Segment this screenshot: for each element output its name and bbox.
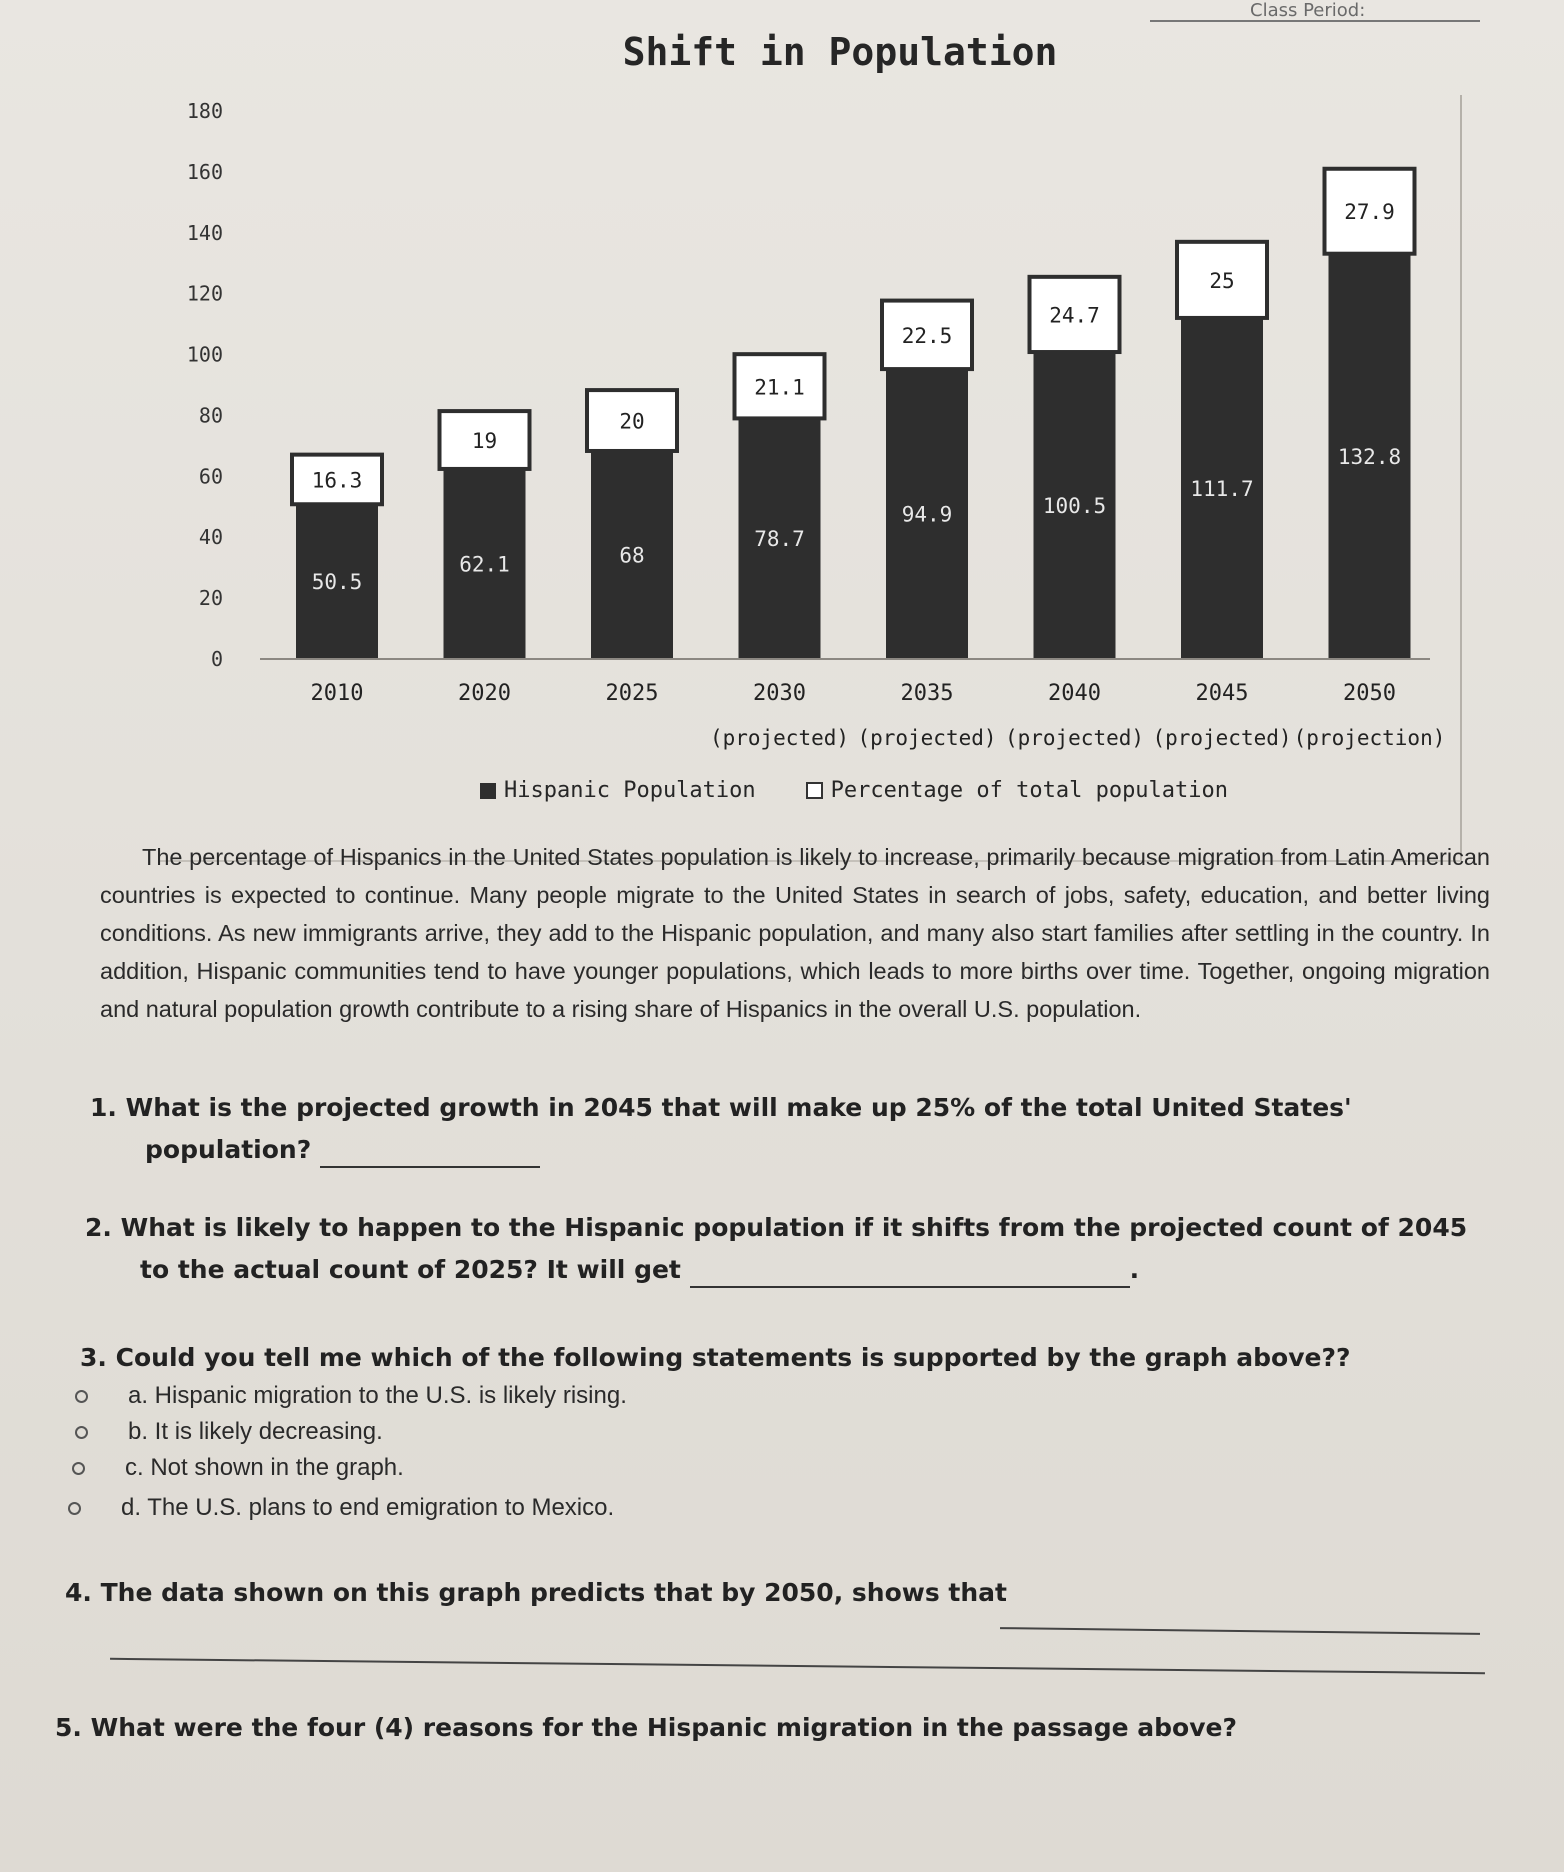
x-tick-sublabel: (projected) — [709, 726, 850, 750]
x-tick-label: 2045 — [1195, 681, 1249, 706]
data-label-hispanic-population: 100.5 — [1042, 494, 1107, 519]
radio-icon[interactable] — [68, 1502, 81, 1515]
question-1-answer-blank[interactable] — [320, 1166, 540, 1168]
y-tick-label: 20 — [198, 586, 223, 611]
y-tick-label: 160 — [186, 159, 223, 184]
class-period-label: Class Period: — [1250, 0, 1366, 21]
bar-chart — [0, 0, 1564, 880]
question-2-text-line1: What is likely to happen to the Hispanic population if it shifts from the projected count of 2045 — [120, 1213, 1468, 1242]
x-tick-label: 2050 — [1343, 681, 1396, 706]
question-3-option-c-label: c. Not shown in the graph. — [125, 1454, 404, 1481]
x-tick-sublabel: (projection) — [1293, 726, 1446, 750]
x-tick-sublabel: (projected) — [1004, 726, 1145, 750]
question-2-number: 2. — [85, 1213, 112, 1242]
data-label-percentage: 21.1 — [754, 375, 805, 400]
question-3 — [80, 1340, 1520, 1376]
x-tick-label: 2025 — [605, 681, 659, 706]
question-1-text-line2: population? — [145, 1135, 312, 1164]
radio-icon[interactable] — [72, 1462, 85, 1475]
x-tick-label: 2040 — [1048, 681, 1101, 706]
legend-label-percentage: Percentage of total population — [830, 778, 1229, 803]
x-tick-sublabel: (projected) — [1152, 726, 1292, 750]
y-tick-label: 80 — [198, 403, 223, 428]
legend-item-hispanic-population — [480, 778, 756, 803]
x-tick-label: 2030 — [753, 681, 806, 706]
question-1-number: 1. — [90, 1093, 117, 1122]
y-tick-label: 60 — [198, 464, 223, 489]
y-tick-label: 140 — [186, 220, 223, 245]
data-label-percentage: 16.3 — [311, 468, 363, 493]
question-3-text: Could you tell me which of the following statements is supported by the graph above?? — [115, 1343, 1351, 1372]
question-3-number: 3. — [80, 1343, 107, 1372]
y-tick-label: 100 — [186, 342, 223, 367]
data-label-percentage: 22.5 — [901, 323, 953, 348]
question-4-number: 4. — [65, 1578, 92, 1607]
question-1-line2 — [145, 1132, 540, 1168]
legend-item-percentage — [806, 778, 1228, 803]
reading-passage: The percentage of Hispanics in the United States population is likely to increase, primarily because migration from Latin American countries is expected to continue. Many people migrate to the United States in search of jobs, safety, education, and better living conditions. As new immigrants arrive, they add to the Hispanic population, and many also start families after settling in the country. In addition, Hispanic communities tend to have younger populations, which leads to more births over time. Together, ongoing migration and natural population growth contribute to a rising share of Hispanics in the overall U.S. population. — [100, 844, 1490, 1022]
question-3-option-b[interactable] — [75, 1418, 383, 1446]
question-5-number: 5. — [55, 1713, 82, 1742]
chart-title: Shift in Population — [622, 30, 1058, 74]
question-2-period: . — [1129, 1255, 1140, 1284]
legend-swatch-dark — [480, 783, 496, 799]
radio-icon[interactable] — [75, 1426, 88, 1439]
x-tick-label: 2035 — [900, 681, 954, 706]
question-4-answer-blank-2[interactable] — [110, 1658, 1485, 1674]
data-label-hispanic-population: 50.5 — [311, 570, 363, 595]
data-label-percentage: 20 — [619, 409, 645, 434]
data-label-hispanic-population: 62.1 — [459, 552, 510, 577]
x-tick-label: 2020 — [458, 681, 511, 706]
question-4-answer-blank-1[interactable] — [1000, 1627, 1480, 1635]
legend-swatch-light — [806, 782, 823, 799]
y-tick-label: 120 — [186, 281, 223, 306]
question-3-option-a[interactable] — [75, 1382, 627, 1410]
question-3-option-d[interactable] — [68, 1494, 614, 1522]
y-tick-label: 0 — [210, 647, 223, 671]
question-2-text-line2: to the actual count of 2025? It will get — [140, 1255, 681, 1284]
question-3-option-a-label: a. Hispanic migration to the U.S. is likely rising. — [128, 1382, 627, 1409]
question-5-text: What were the four (4) reasons for the Hispanic migration in the passage above? — [90, 1713, 1237, 1742]
question-4 — [65, 1575, 1007, 1611]
question-1-text-line1: What is the projected growth in 2045 that will make up 25% of the total United States' — [125, 1093, 1352, 1122]
y-tick-label: 40 — [198, 525, 223, 550]
question-5 — [55, 1710, 1237, 1746]
data-label-percentage: 27.9 — [1344, 200, 1395, 225]
y-tick-label: 180 — [186, 99, 223, 123]
data-label-hispanic-population: 68 — [619, 543, 645, 568]
question-2 — [85, 1210, 1545, 1246]
question-1 — [90, 1090, 1510, 1126]
data-label-percentage: 24.7 — [1049, 303, 1100, 328]
data-label-hispanic-population: 94.9 — [901, 502, 953, 527]
legend-label-hispanic-population: Hispanic Population — [504, 778, 756, 803]
x-tick-sublabel: (projected) — [857, 726, 997, 750]
question-3-option-c[interactable] — [72, 1454, 404, 1482]
question-3-option-d-label: d. The U.S. plans to end emigration to Mexico. — [121, 1494, 615, 1521]
data-label-percentage: 25 — [1209, 268, 1235, 293]
question-3-option-b-label: b. It is likely decreasing. — [128, 1418, 383, 1445]
data-label-hispanic-population: 132.8 — [1337, 444, 1402, 469]
radio-icon[interactable] — [75, 1390, 88, 1403]
data-label-percentage: 19 — [471, 429, 498, 454]
data-label-hispanic-population: 111.7 — [1190, 476, 1254, 501]
question-4-text: The data shown on this graph predicts that by 2050, shows that — [100, 1578, 1007, 1607]
x-tick-label: 2010 — [310, 681, 364, 706]
question-2-answer-blank[interactable] — [690, 1286, 1130, 1288]
question-2-line2 — [140, 1252, 1139, 1288]
chart-legend — [480, 778, 1228, 803]
data-label-hispanic-population: 78.7 — [754, 527, 805, 552]
